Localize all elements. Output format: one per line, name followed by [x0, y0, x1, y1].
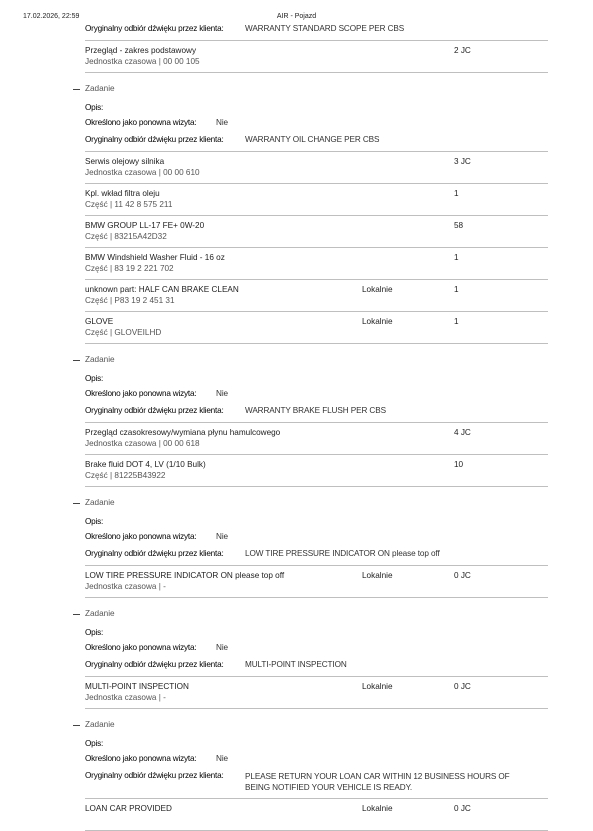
item-name: LOW TIRE PRESSURE INDICATOR ON please top off — [85, 571, 285, 580]
revisit-label: Określono jako ponowna wizyta: — [85, 754, 197, 763]
item-local: Lokalnie — [362, 285, 393, 294]
item-name: BMW Windshield Washer Fluid - 16 oz — [85, 253, 225, 262]
revisit-row — [85, 117, 548, 134]
item-name: unknown part: HALF CAN BRAKE CLEAN — [85, 285, 239, 294]
line-item — [85, 565, 548, 598]
line-item — [85, 184, 548, 216]
collapse-icon[interactable] — [73, 360, 80, 361]
task-label: Zadanie — [85, 84, 115, 93]
item-qty: 58 — [454, 221, 464, 230]
item-sub: Część | 11 42 8 575 211 — [85, 200, 173, 209]
customer-sound-label: Oryginalny odbiór dźwięku przez klienta: — [85, 24, 224, 33]
item-sub: Jednostka czasowa | - — [85, 582, 166, 591]
customer-sound-row — [85, 548, 548, 565]
item-qty: 0 JC — [454, 682, 471, 691]
revisit-label: Określono jako ponowna wizyta: — [85, 643, 197, 652]
revisit-value: Nie — [216, 532, 228, 541]
description-row — [85, 736, 548, 753]
item-sub: Część | 83215A42D32 — [85, 232, 167, 241]
item-sub: Część | 83 19 2 221 702 — [85, 264, 174, 273]
item-name: LOAN CAR PROVIDED — [85, 804, 172, 813]
task-label: Zadanie — [85, 609, 115, 618]
item-sub: Jednostka czasowa | 00 00 618 — [85, 439, 200, 448]
item-qty: 0 JC — [454, 571, 471, 580]
collapse-icon[interactable] — [73, 614, 80, 615]
item-name: Przegląd czasokresowy/wymiana płynu hamulcowego — [85, 428, 281, 437]
description-row — [85, 100, 548, 117]
customer-sound-row — [85, 134, 548, 151]
item-local: Lokalnie — [362, 571, 393, 580]
item-qty: 0 JC — [454, 804, 471, 813]
customer-sound-value — [245, 771, 545, 793]
description-label: Opis: — [85, 374, 104, 383]
task-header[interactable] — [0, 603, 593, 625]
customer-sound-label: Oryginalny odbiór dźwięku przez klienta: — [85, 135, 224, 144]
description-row — [85, 514, 548, 531]
item-sub: Część | 81225B43922 — [85, 471, 166, 480]
customer-sound-row — [85, 23, 548, 40]
customer-sound-label: Oryginalny odbiór dźwięku przez klienta: — [85, 660, 224, 669]
item-local: Lokalnie — [362, 682, 393, 691]
revisit-label: Określono jako ponowna wizyta: — [85, 118, 197, 127]
item-qty: 1 — [454, 317, 459, 326]
revisit-value: Nie — [216, 643, 228, 652]
item-name: GLOVE — [85, 317, 114, 326]
collapse-icon[interactable] — [73, 89, 80, 90]
line-item — [85, 216, 548, 248]
task-header[interactable] — [0, 714, 593, 736]
revisit-row — [85, 388, 548, 405]
customer-sound-row — [85, 659, 548, 676]
document-body — [0, 25, 593, 831]
collapse-icon[interactable] — [73, 725, 80, 726]
customer-sound-label: Oryginalny odbiór dźwięku przez klienta: — [85, 771, 224, 780]
customer-sound-value: MULTI-POINT INSPECTION — [245, 660, 347, 669]
line-item — [85, 248, 548, 280]
item-name: Przegląd - zakres podstawowy — [85, 46, 197, 55]
print-header — [0, 0, 593, 22]
customer-sound-line: BEING NOTIFIED YOUR VEHICLE IS READY. — [245, 783, 413, 792]
task-header[interactable] — [0, 492, 593, 514]
revisit-label: Określono jako ponowna wizyta: — [85, 389, 197, 398]
item-name: MULTI-POINT INSPECTION — [85, 682, 189, 691]
task-header[interactable] — [0, 78, 593, 100]
task-label: Zadanie — [85, 498, 115, 507]
revisit-row — [85, 753, 548, 770]
item-name: BMW GROUP LL-17 FE+ 0W-20 — [85, 221, 205, 230]
description-row — [85, 625, 548, 642]
item-sub: Część | P83 19 2 451 31 — [85, 296, 175, 305]
description-label: Opis: — [85, 517, 104, 526]
item-qty: 4 JC — [454, 428, 471, 437]
item-local: Lokalnie — [362, 317, 393, 326]
customer-sound-value: WARRANTY BRAKE FLUSH PER CBS — [245, 406, 386, 415]
print-date: 17.02.2026, 22:59 — [23, 13, 80, 20]
description-label: Opis: — [85, 739, 104, 748]
line-item — [85, 455, 548, 487]
customer-sound-value: WARRANTY OIL CHANGE PER CBS — [245, 135, 380, 144]
customer-sound-label: Oryginalny odbiór dźwięku przez klienta: — [85, 406, 224, 415]
task-header[interactable] — [0, 349, 593, 371]
line-item — [85, 422, 548, 455]
item-name: Brake fluid DOT 4, LV (1/10 Bulk) — [85, 460, 206, 469]
print-title: AIR - Pojazd — [276, 13, 317, 20]
item-sub: Jednostka czasowa | 00 00 610 — [85, 168, 200, 177]
customer-sound-value: LOW TIRE PRESSURE INDICATOR ON please top off — [245, 549, 440, 558]
item-qty: 1 — [454, 253, 459, 262]
revisit-value: Nie — [216, 754, 228, 763]
customer-sound-row — [85, 770, 548, 798]
revisit-value: Nie — [216, 118, 228, 127]
collapse-icon[interactable] — [73, 503, 80, 504]
item-qty: 3 JC — [454, 157, 471, 166]
customer-sound-row — [85, 405, 548, 422]
item-name: Kpl. wkład filtra oleju — [85, 189, 160, 198]
item-sub: Jednostka czasowa | 00 00 105 — [85, 57, 200, 66]
line-item — [85, 676, 548, 709]
revisit-row — [85, 642, 548, 659]
item-qty: 10 — [454, 460, 464, 469]
line-item — [85, 280, 548, 312]
item-name: Serwis olejowy silnika — [85, 157, 165, 166]
description-label: Opis: — [85, 628, 104, 637]
revisit-value: Nie — [216, 389, 228, 398]
description-row — [85, 371, 548, 388]
line-item — [85, 151, 548, 184]
revisit-label: Określono jako ponowna wizyta: — [85, 532, 197, 541]
line-item — [85, 312, 548, 344]
item-qty: 1 — [454, 285, 459, 294]
description-label: Opis: — [85, 103, 104, 112]
item-sub: Jednostka czasowa | - — [85, 693, 166, 702]
item-qty: 1 — [454, 189, 459, 198]
customer-sound-line: PLEASE RETURN YOUR LOAN CAR WITHIN 12 BUSINESS HOURS OF — [245, 772, 510, 781]
task-label: Zadanie — [85, 720, 115, 729]
line-item — [85, 40, 548, 73]
item-sub: Część | GLOVEILHD — [85, 328, 162, 337]
item-qty: 2 JC — [454, 46, 471, 55]
customer-sound-label: Oryginalny odbiór dźwięku przez klienta: — [85, 549, 224, 558]
item-local: Lokalnie — [362, 804, 393, 813]
revisit-row — [85, 531, 548, 548]
customer-sound-value: WARRANTY STANDARD SCOPE PER CBS — [245, 24, 405, 33]
task-label: Zadanie — [85, 355, 115, 364]
